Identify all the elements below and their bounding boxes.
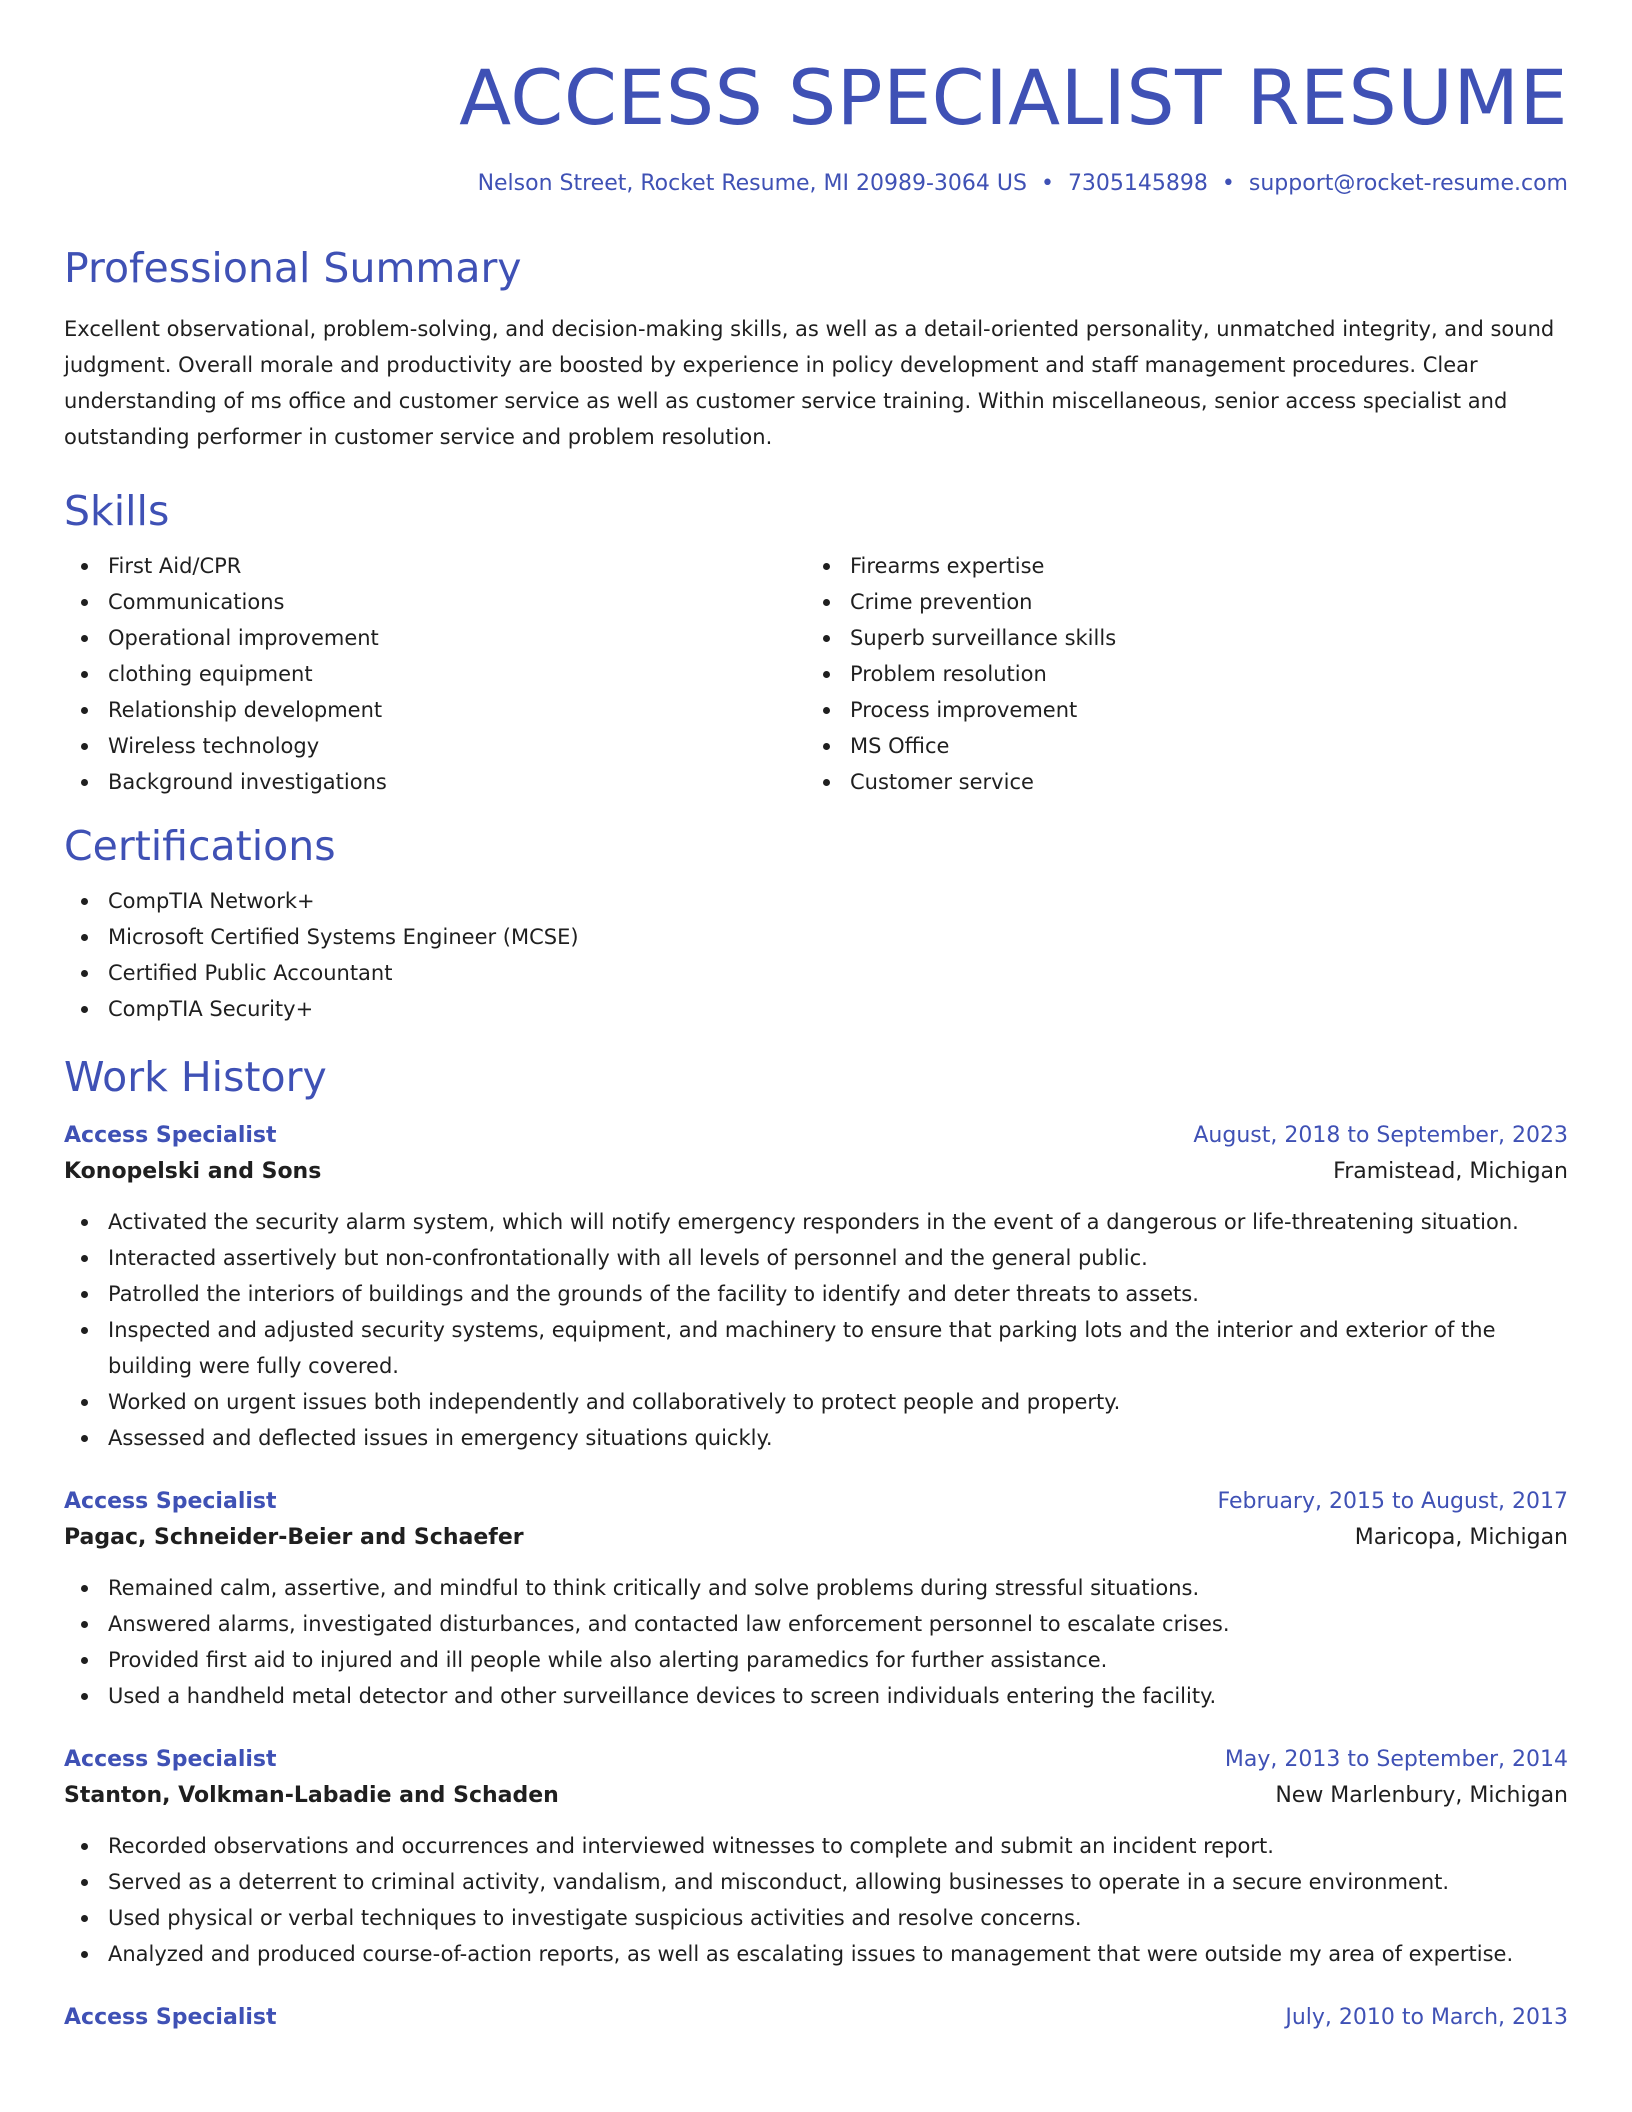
skill-item: Problem resolution: [806, 656, 1548, 692]
skills-list-right: [806, 548, 1548, 800]
job-duties-list: [64, 1828, 1568, 1972]
job-location: Framistead, Michigan: [1333, 1159, 1568, 1184]
job-title-row: [64, 2000, 1568, 2036]
work-history-heading: Work History: [64, 1053, 327, 1101]
skill-item: clothing equipment: [64, 656, 806, 692]
job-duty: Analyzed and produced course-of-action reports, as well as escalating issues to management that were outside my area of expertise.: [64, 1936, 1568, 1972]
job-dates: August, 2018 to September, 2023: [1193, 1123, 1568, 1148]
skill-item: Superb surveillance skills: [806, 620, 1548, 656]
job-title: Access Specialist: [64, 1747, 277, 1772]
skills-column-left: [64, 548, 806, 800]
contact-email[interactable]: support@rocket-resume.com: [1248, 171, 1568, 196]
job-duty: Assessed and deflected issues in emergency situations quickly.: [64, 1420, 1568, 1456]
job-duty: Answered alarms, investigated disturbances, and contacted law enforcement personnel to escalate crises.: [64, 1606, 1568, 1642]
job-title: Access Specialist: [64, 2005, 277, 2030]
contact-address: Nelson Street, Rocket Resume, MI 20989-3064 US: [477, 171, 1027, 196]
skill-item: Background investigations: [64, 764, 806, 800]
job-title: Access Specialist: [64, 1123, 277, 1148]
skill-item: MS Office: [806, 728, 1548, 764]
job-entry: [64, 1484, 1568, 1714]
job-company-row: [64, 1778, 1568, 1814]
job-duty: Patrolled the interiors of buildings and the grounds of the facility to identify and deter threats to assets.: [64, 1276, 1568, 1312]
job-entry: [64, 1118, 1568, 1456]
contact-separator: •: [1040, 171, 1054, 196]
certifications-heading: Certifications: [64, 822, 336, 870]
summary-heading: Professional Summary: [64, 244, 522, 292]
resume-title: ACCESS SPECIALIST RESUME: [459, 53, 1568, 142]
job-company-row: [64, 1154, 1568, 1190]
job-title-row: [64, 1742, 1568, 1778]
skills-list-left: [64, 548, 806, 800]
skills-heading: Skills: [64, 487, 170, 535]
job-duty: Remained calm, assertive, and mindful to think critically and solve problems during stressful situations.: [64, 1570, 1568, 1606]
skill-item: Communications: [64, 584, 806, 620]
job-duty: Recorded observations and occurrences and interviewed witnesses to complete and submit an incident report.: [64, 1828, 1568, 1864]
skill-item: Process improvement: [806, 692, 1548, 728]
job-duty: Used physical or verbal techniques to investigate suspicious activities and resolve concerns.: [64, 1900, 1568, 1936]
job-title-row: [64, 1118, 1568, 1154]
job-duties-list: [64, 1570, 1568, 1714]
skills-column-right: [806, 548, 1548, 800]
skill-item: Crime prevention: [806, 584, 1548, 620]
summary-text: Excellent observational, problem-solving, and decision-making skills, as well as a detail-oriented personality, unmatched integrity, and sound judgment. Overall morale and productivity are boosted by experience in policy development and staff management procedures. Clear understanding of ms office and customer service as well as customer service training. Within miscellaneous, senior access specialist and outstanding performer in customer service and problem resolution.: [64, 317, 1555, 449]
job-duty: Served as a deterrent to criminal activity, vandalism, and misconduct, allowing businesses to operate in a secure environment.: [64, 1864, 1568, 1900]
contact-phone[interactable]: 7305145898: [1067, 171, 1208, 196]
contact-separator: •: [1221, 171, 1235, 196]
job-company: Pagac, Schneider-Beier and Schaefer: [64, 1525, 524, 1550]
job-duty: Worked on urgent issues both independently and collaboratively to protect people and property.: [64, 1384, 1568, 1420]
job-entry: [64, 2000, 1568, 2036]
job-location: Maricopa, Michigan: [1354, 1525, 1568, 1550]
job-duty: Interacted assertively but non-confrontationally with all levels of personnel and the general public.: [64, 1240, 1568, 1276]
job-dates: February, 2015 to August, 2017: [1217, 1489, 1568, 1514]
contact-line: [64, 170, 1568, 198]
skill-item: First Aid/CPR: [64, 548, 806, 584]
skills-grid: [64, 548, 1568, 800]
skill-item: Wireless technology: [64, 728, 806, 764]
certification-item: CompTIA Security+: [64, 991, 1568, 1027]
certification-item: Microsoft Certified Systems Engineer (MCSE): [64, 919, 1568, 955]
job-entry: [64, 1742, 1568, 1972]
job-duties-list: [64, 1204, 1568, 1456]
job-company: Konopelski and Sons: [64, 1159, 322, 1184]
certification-item: CompTIA Network+: [64, 883, 1568, 919]
skill-item: Operational improvement: [64, 620, 806, 656]
job-title-row: [64, 1484, 1568, 1520]
job-location: New Marlenbury, Michigan: [1275, 1783, 1568, 1808]
skill-item: Firearms expertise: [806, 548, 1548, 584]
job-company-row: [64, 1520, 1568, 1556]
certification-item: Certified Public Accountant: [64, 955, 1568, 991]
job-duty: Provided first aid to injured and ill people while also alerting paramedics for further assistance.: [64, 1642, 1568, 1678]
skill-item: Relationship development: [64, 692, 806, 728]
resume-page: [64, 0, 1568, 2036]
job-duty: Activated the security alarm system, which will notify emergency responders in the event of a dangerous or life-threatening situation.: [64, 1204, 1568, 1240]
job-dates: July, 2010 to March, 2013: [1285, 2005, 1568, 2030]
skill-item: Customer service: [806, 764, 1548, 800]
job-title: Access Specialist: [64, 1489, 277, 1514]
job-dates: May, 2013 to September, 2014: [1224, 1747, 1568, 1772]
certifications-list: [64, 883, 1568, 1027]
job-duty: Used a handheld metal detector and other surveillance devices to screen individuals entering the facility.: [64, 1678, 1568, 1714]
job-company: Stanton, Volkman-Labadie and Schaden: [64, 1783, 559, 1808]
job-duty: Inspected and adjusted security systems, equipment, and machinery to ensure that parking lots and the interior and exterior of the building were fully covered.: [64, 1312, 1568, 1384]
